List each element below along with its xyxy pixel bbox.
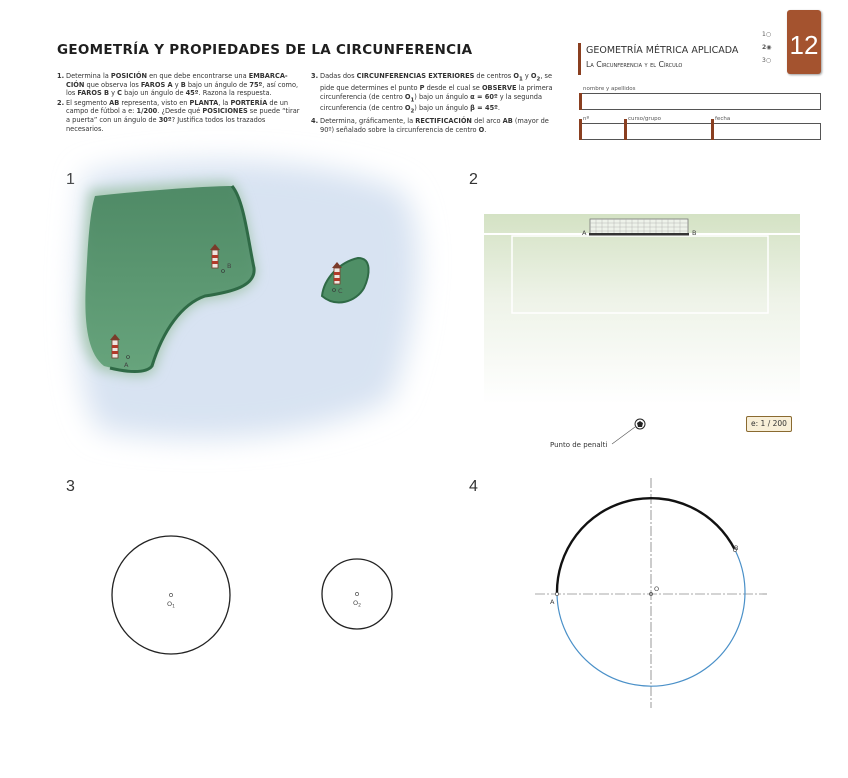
course-label: curso/grupo <box>628 116 661 122</box>
sheet-number-badge: 12 <box>787 10 821 74</box>
goal-label-b: B <box>692 229 697 237</box>
level-2[interactable]: 2◉ <box>762 44 772 51</box>
arc-ab <box>557 498 735 594</box>
instruction-1: 1. Determina la POSICIÓN en que debe encontrarse una EMBARCA-CIÓN que observa los FAROS A y B bajo un ángulo de 75º, así como, los FAROS B y C bajo un ángulo de 45º. Razona la respuesta. <box>57 72 299 98</box>
label-o2: $O_2$ <box>353 599 361 609</box>
goal-label-a: A <box>582 229 587 237</box>
instruction-3: 3. Dadas dos CIRCUNFERENCIAS EXTERIORES de centros $O_1$ y $O_2$, se pide que determines el punto P desde el cual se OBSERVE la primera circunferencia (de centro $O_1$) bajo un ángulo α = 60º y la segunda circunferencia (de centro $O_2$) bajo un ángulo β = 45º. <box>311 72 553 115</box>
number-label: nº <box>583 116 590 122</box>
instruction-4: 4. Determina, gráficamente, la RECTIFICACIÓN del arco AB (mayor de 90º) señalado sobre la circunferencia de centro O. <box>311 117 549 134</box>
label-b: B <box>227 262 232 270</box>
level-3[interactable]: 3○ <box>762 57 772 64</box>
label-c: C <box>338 287 343 295</box>
exercise-1-number: 1 <box>66 171 75 188</box>
instruction-2: 2. El segmento AB representa, visto en PLANTA, la PORTERÍA de un campo de fútbol a e: 1/200. ¿Desde qué POSICIONES se puede “tirar a puerta” con un ángulo de 30º? Justifica todos los trazados necesarios. <box>57 98 300 133</box>
name-label: nombre y apellidos <box>583 86 636 92</box>
date-label: fecha <box>715 116 731 122</box>
level-1[interactable]: 1○ <box>762 31 772 38</box>
arc-label-o: O <box>654 585 660 593</box>
unit-title: La Circunferencia y el Círculo <box>586 60 683 69</box>
exercise-2-number: 2 <box>469 171 478 188</box>
point-a4 <box>555 592 558 595</box>
label-a: A <box>124 361 129 369</box>
exercise-4-number: 4 <box>469 478 478 495</box>
penalty-label: Punto de penalti <box>550 441 608 449</box>
arc-label-a: A <box>550 598 555 606</box>
exercise-3-number: 3 <box>66 478 75 495</box>
page-title: GEOMETRÍA Y PROPIEDADES DE LA CIRCUNFERENCIA <box>57 42 473 58</box>
label-o1: $O_1$ <box>167 600 175 610</box>
subject-title: GEOMETRÍA MÉTRICA APLICADA <box>586 45 739 56</box>
arc-label-b: B <box>734 544 739 552</box>
scale-badge: e: 1 / 200 <box>746 416 792 432</box>
